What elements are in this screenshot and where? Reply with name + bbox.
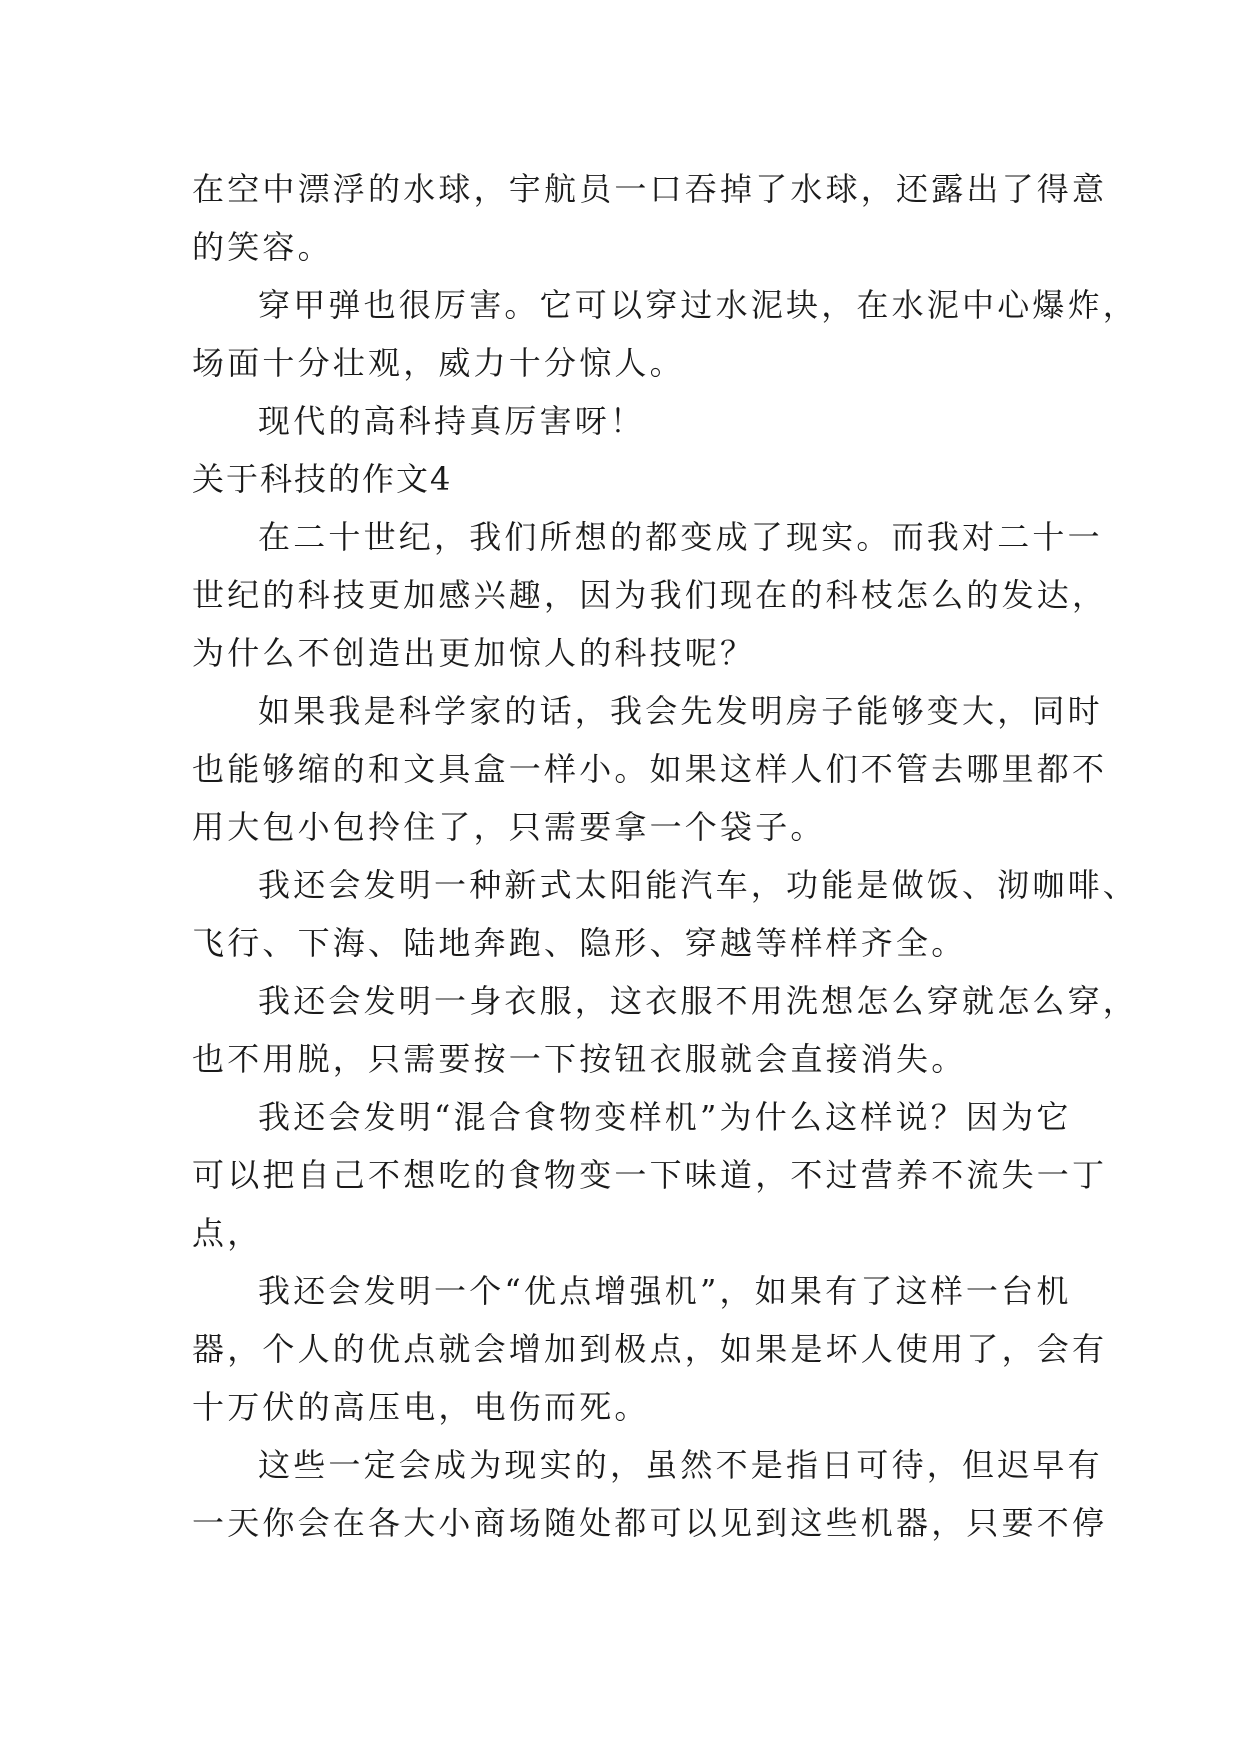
text-line: 在空中漂浮的水球，宇航员一口吞掉了水球，还露出了得意 bbox=[192, 170, 1108, 208]
text-line: 场面十分壮观，威力十分惊人。 bbox=[192, 344, 685, 382]
paragraph-start-line: 我还会发明一个“优点增强机”，如果有了这样一台机 bbox=[258, 1272, 1072, 1310]
section-heading: 关于科技的作文4 bbox=[192, 460, 453, 498]
text-line: 器，个人的优点就会增加到极点，如果是坏人使用了，会有 bbox=[192, 1330, 1108, 1368]
paragraph-start-line: 我还会发明一身衣服，这衣服不用洗想怎么穿就怎么穿， bbox=[258, 982, 1139, 1020]
text-line: 也能够缩的和文具盒一样小。如果这样人们不管去哪里都不 bbox=[192, 750, 1108, 788]
paragraph-start-line: 我还会发明一种新式太阳能汽车，功能是做饭、沏咖啡、 bbox=[258, 866, 1139, 904]
paragraph-start-line: 穿甲弹也很厉害。它可以穿过水泥块，在水泥中心爆炸， bbox=[258, 286, 1139, 324]
paragraph-start-line: 如果我是科学家的话，我会先发明房子能够变大，同时 bbox=[258, 692, 1103, 730]
paragraph-start-line: 这些一定会成为现实的，虽然不是指日可待，但迟早有 bbox=[258, 1446, 1103, 1484]
text-line: 世纪的科技更加感兴趣，因为我们现在的科枝怎么的发达， bbox=[192, 576, 1108, 614]
paragraph-start-line: 现代的高科持真厉害呀！ bbox=[258, 402, 646, 440]
text-line: 的笑容。 bbox=[192, 228, 333, 266]
text-line: 也不用脱，只需要按一下按钮衣服就会直接消失。 bbox=[192, 1040, 967, 1078]
text-line: 为什么不创造出更加惊人的科技呢？ bbox=[192, 634, 756, 672]
text-line: 十万伏的高压电，电伤而死。 bbox=[192, 1388, 650, 1426]
paragraph-start-line: 在二十世纪，我们所想的都变成了现实。而我对二十一 bbox=[258, 518, 1103, 556]
text-line: 一天你会在各大小商场随处都可以见到这些机器，只要不停 bbox=[192, 1504, 1108, 1542]
document-page bbox=[192, 160, 1139, 1552]
text-line: 可以把自己不想吃的食物变一下味道，不过营养不流失一丁 bbox=[192, 1156, 1108, 1194]
text-line: 飞行、下海、陆地奔跑、隐形、穿越等样样齐全。 bbox=[192, 924, 967, 962]
text-line: 用大包小包拎住了，只需要拿一个袋子。 bbox=[192, 808, 826, 846]
text-line: 点， bbox=[192, 1214, 263, 1252]
paragraph-start-line: 我还会发明“混合食物变样机”为什么这样说？因为它 bbox=[258, 1098, 1072, 1136]
